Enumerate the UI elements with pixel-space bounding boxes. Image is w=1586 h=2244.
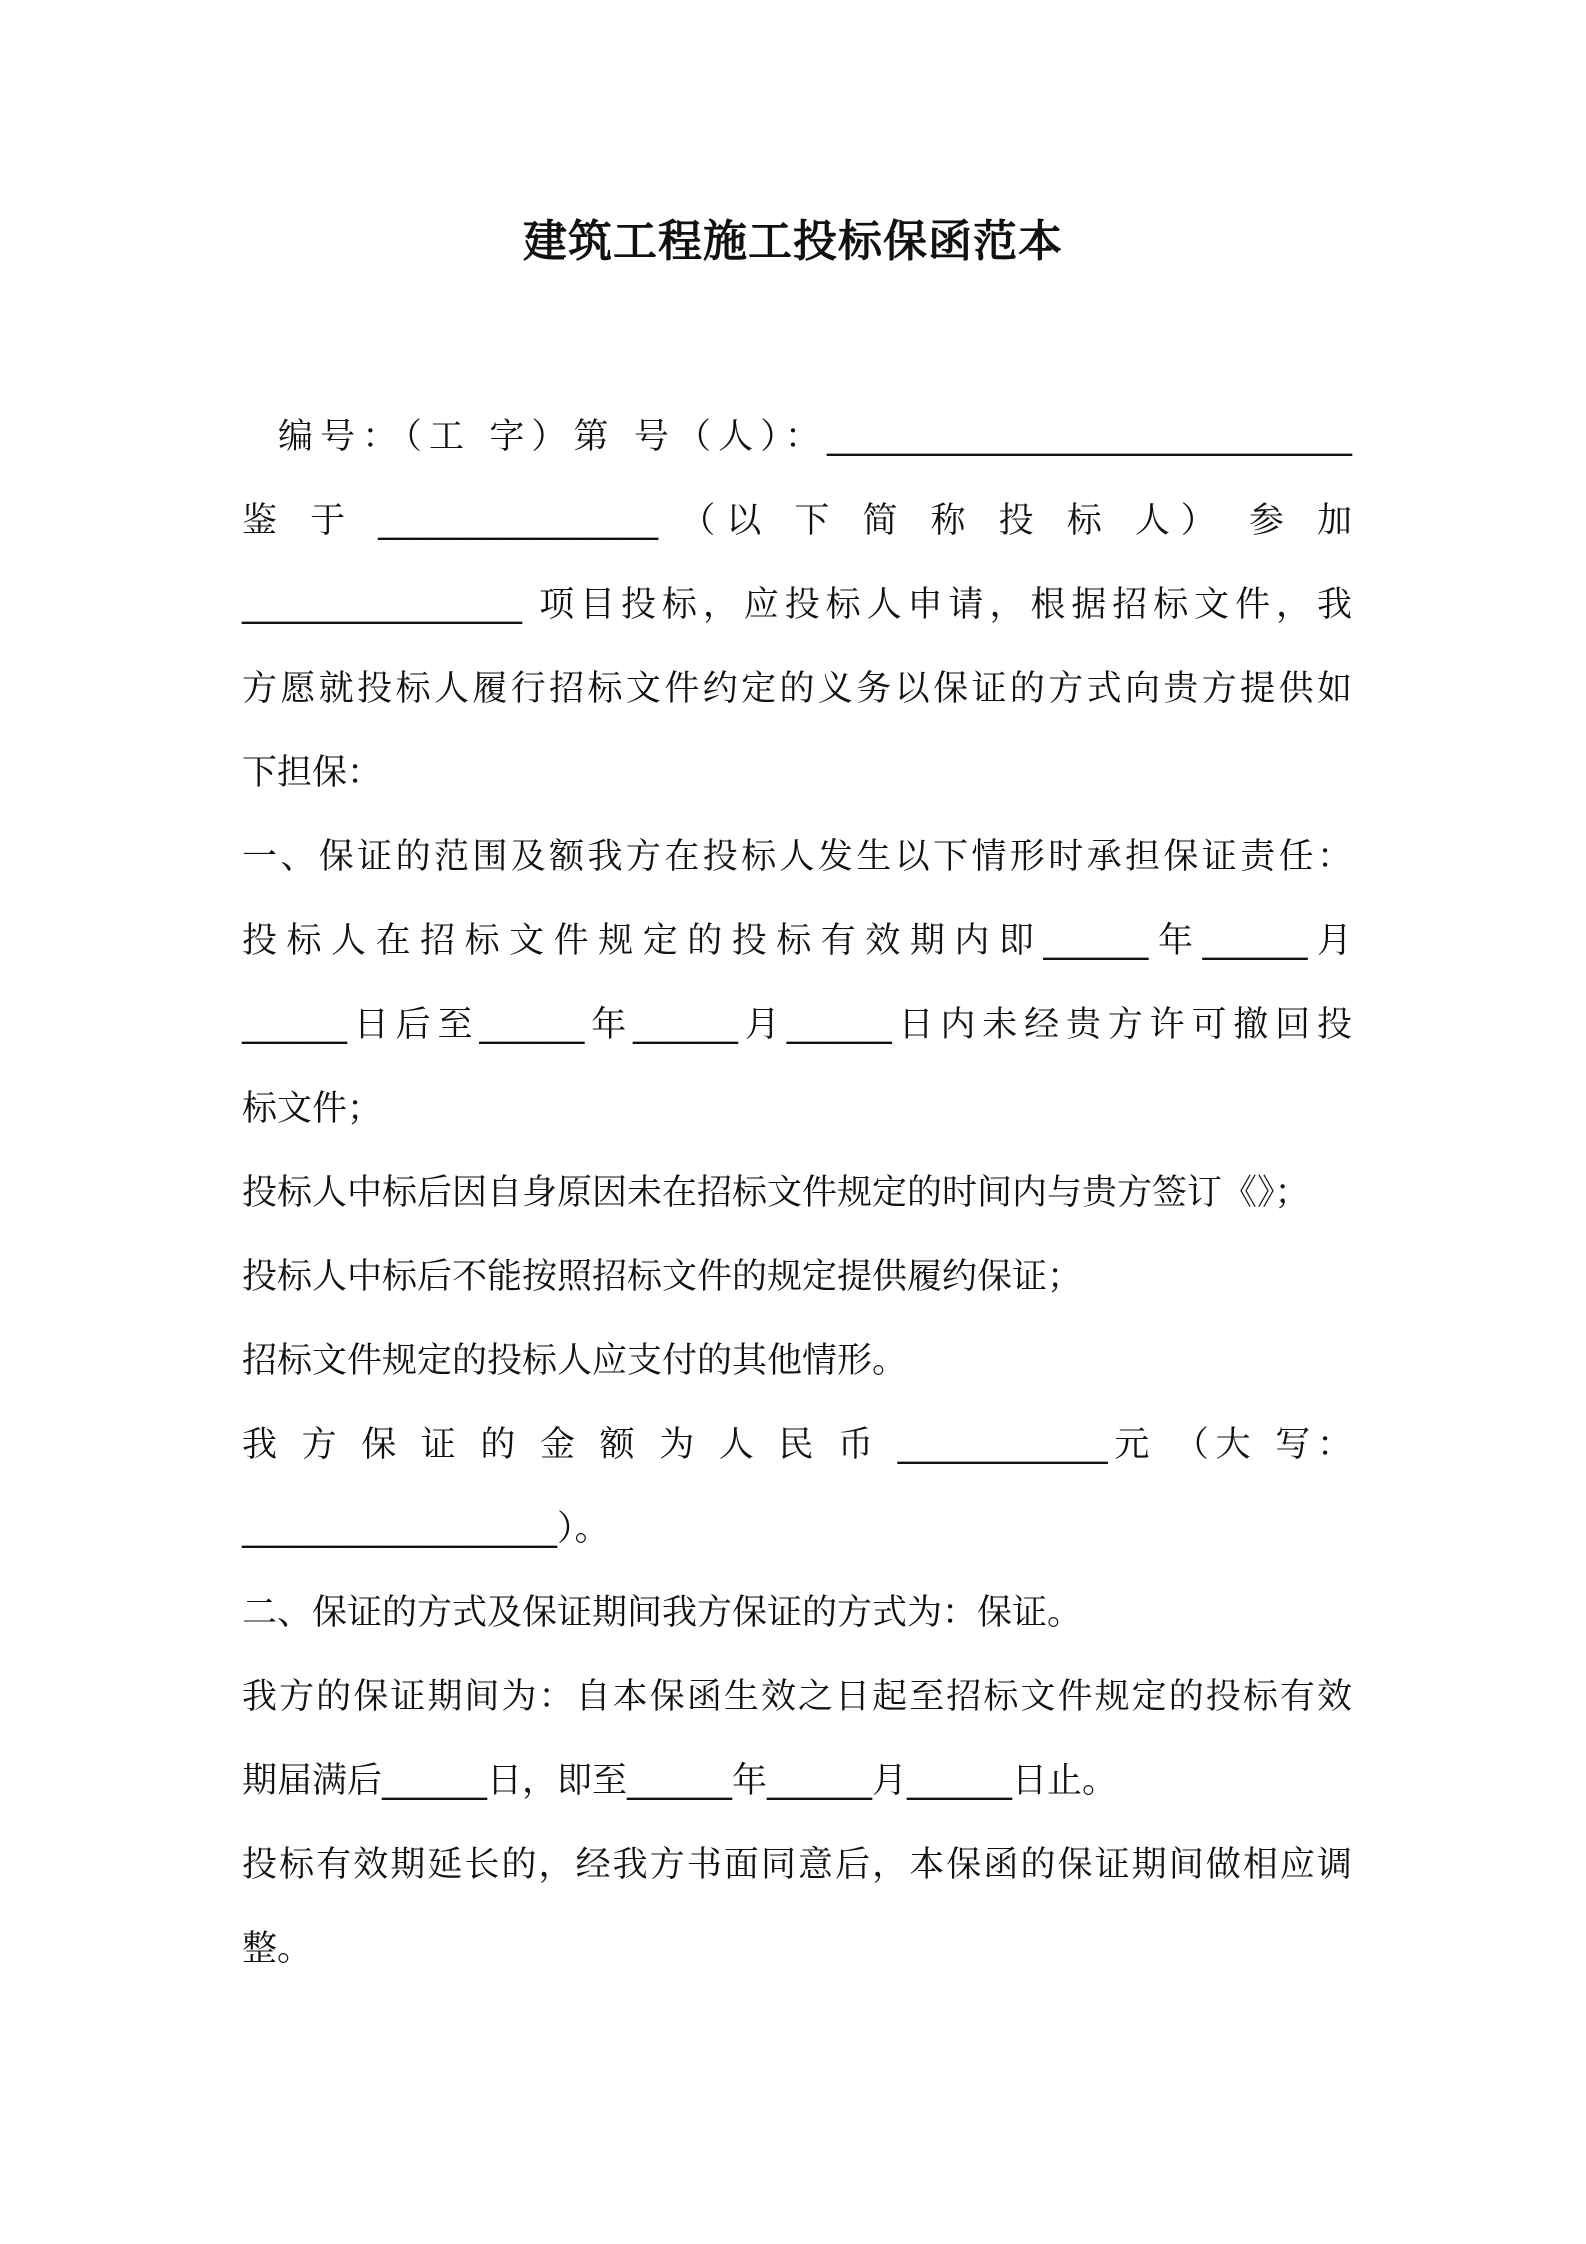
body-line: 方愿就投标人履行招标文件约定的义务以保证的方式向贵方提供如 <box>242 669 1352 709</box>
body-line: 投标人在招标文件规定的投标有效期内即______年______月 <box>242 921 1352 961</box>
body-line: 下担保： <box>242 753 383 793</box>
body-line: 整。 <box>242 1929 313 1969</box>
section-heading-method: 二、保证的方式及保证期间我方保证的方式为：保证。 <box>242 1593 1083 1633</box>
section-heading-scope: 一、保证的范围及额我方在投标人发生以下情形时承担保证责任： <box>242 837 1352 877</box>
body-line: 投标人中标后不能按照招标文件的规定提供履约保证； <box>242 1257 1083 1297</box>
serial-number-line: 编号：（工 字）第 号（人）：______________________________ <box>278 417 1352 457</box>
body-line: 期届满后______日，即至______年______月______日止。 <box>242 1761 1118 1801</box>
body-line: 投标有效期延长的，经我方书面同意后，本保函的保证期间做相应调 <box>242 1845 1352 1885</box>
body-line: 我方的保证期间为：自本保函生效之日起至招标文件规定的投标有效 <box>242 1677 1352 1717</box>
body-line: 鉴 于 ________________ （以 下 简 称 投 标 人） 参 加 <box>242 501 1352 541</box>
body-line: 标文件； <box>242 1089 383 1129</box>
body-line: 投标人中标后因自身原因未在招标文件规定的时间内与贵方签订《》； <box>242 1173 1310 1213</box>
document-title: 建筑工程施工投标保函范本 <box>523 216 1063 267</box>
body-line: ______日后至______年______月______日内未经贵方许可撤回投 <box>242 1005 1352 1045</box>
amount-line: 我 方 保 证 的 金 额 为 人 民 币 ____________元 （大 写： <box>242 1425 1352 1465</box>
body-line: 招标文件规定的投标人应支付的其他情形。 <box>242 1341 908 1381</box>
body-line: ________________ 项目投标，应投标人申请，根据招标文件，我 <box>242 585 1352 625</box>
amount-uppercase-line: __________________）。 <box>242 1509 610 1549</box>
